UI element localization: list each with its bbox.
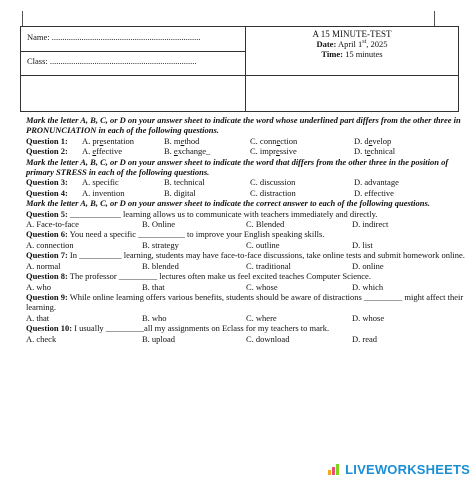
question-2 <box>26 146 466 156</box>
date-value: April 1st, 2025 <box>337 39 388 49</box>
header-divider-horizontal <box>21 75 458 76</box>
option-d[interactable]: D. advantage <box>354 177 399 188</box>
test-time <box>247 49 457 59</box>
option-a[interactable]: A. normal <box>26 260 61 271</box>
liveworksheets-logo <box>328 462 470 477</box>
question-label: Question 9: <box>26 291 68 302</box>
page-edge-mark-left <box>22 11 23 26</box>
pronunciation-instruction: Mark the letter A, B, C, or D on your answer sheet to indicate the word whose underlined part differs from the other three in PRONUNCIATION in each of the following questions. <box>26 115 461 136</box>
option-d[interactable]: D. technical <box>354 146 396 157</box>
option-d[interactable]: D. online <box>352 260 384 271</box>
option-a[interactable]: A. presentation <box>82 135 134 146</box>
question-6-options <box>26 240 466 250</box>
option-a[interactable]: A. Face-to-face <box>26 219 79 230</box>
question-5-stem <box>26 209 466 219</box>
class-field[interactable]: Class: ..................................................................... <box>27 56 197 66</box>
option-d[interactable]: D. read <box>352 333 378 344</box>
option-b[interactable]: B. digital <box>164 187 196 198</box>
question-label: Question 2: <box>26 146 68 157</box>
time-label: Time: <box>321 49 343 59</box>
correct-answer-instruction: Mark the letter A, B, C, or D on your answer sheet to indicate the correct answer to each of the following questions. <box>26 198 430 209</box>
option-a[interactable]: A. connection <box>26 239 74 250</box>
question-label: Question 8: <box>26 271 68 282</box>
question-6-stem <box>26 229 466 239</box>
page-edge-mark-right <box>434 11 435 26</box>
question-text: The professor _________ lectures often make us feel excited teaches Computer Science. <box>69 271 371 282</box>
option-b[interactable]: B. blended <box>142 260 179 271</box>
option-c[interactable]: C. traditional <box>246 260 291 271</box>
option-d[interactable]: D. which <box>352 281 384 292</box>
question-7-stem <box>26 250 466 260</box>
question-1 <box>26 136 466 146</box>
option-a[interactable]: A. check <box>26 333 57 344</box>
option-c[interactable]: C. outline <box>246 239 280 250</box>
question-3 <box>26 177 466 187</box>
question-9-stem <box>26 292 466 313</box>
option-a[interactable]: A. effective <box>82 146 122 157</box>
question-label: Question 4: <box>26 187 68 198</box>
header-table <box>20 26 459 112</box>
date-label: Date: <box>316 39 337 49</box>
question-10-stem <box>26 323 466 333</box>
stress-instruction: Mark the letter A, B, C, or D on your answer sheet to indicate the word that differs from the other three in the position of primary STRESS in each of the following questions. <box>26 156 449 178</box>
option-c[interactable]: C. impressive <box>250 146 297 157</box>
option-b[interactable]: B. upload <box>142 333 176 344</box>
question-8-options <box>26 282 466 292</box>
option-b[interactable]: B. that <box>142 281 165 292</box>
option-b[interactable]: B. technical <box>164 177 205 188</box>
option-c[interactable]: C. download <box>246 333 290 344</box>
option-c[interactable]: C. discussion <box>250 177 296 188</box>
bar-chart-icon <box>328 464 342 475</box>
question-label: Question 1: <box>26 135 68 146</box>
header-divider-name-class <box>21 51 245 52</box>
option-d[interactable]: D. whose <box>352 312 385 323</box>
option-b[interactable]: B. who <box>142 312 167 323</box>
option-d[interactable]: D. develop <box>354 135 392 146</box>
question-5-options <box>26 219 466 229</box>
option-b[interactable]: B. exchange_ <box>164 146 211 157</box>
test-title: A 15 MINUTE-TEST <box>312 29 392 39</box>
option-d[interactable]: D. indirect <box>352 219 389 230</box>
question-8-stem <box>26 271 466 281</box>
question-label: Question 6: <box>26 229 68 240</box>
time-value: 15 minutes <box>345 49 383 59</box>
worksheet-content <box>26 115 466 344</box>
header-divider-vertical <box>245 27 246 111</box>
option-c[interactable]: C. Blended <box>246 219 285 230</box>
option-d[interactable]: D. effective <box>354 187 394 198</box>
question-label: Question 3: <box>26 177 68 188</box>
question-4 <box>26 188 466 198</box>
question-10-options <box>26 334 466 344</box>
question-7-options <box>26 261 466 271</box>
question-text: You need a specific ___________ to improve your English speaking skills. <box>69 229 325 240</box>
question-text: While online learning offers various benefits, students should be aware of distractions _________ might affect their learning. <box>26 291 464 313</box>
brand-text: LIVEWORKSHEETS <box>345 462 470 477</box>
option-c[interactable]: C. connection <box>250 135 298 146</box>
question-9-options <box>26 313 466 323</box>
option-b[interactable]: B. strategy <box>142 239 179 250</box>
question-label: Question 10: <box>26 323 73 334</box>
question-label: Question 7: <box>26 250 68 261</box>
option-b[interactable]: B. Online <box>142 219 176 230</box>
option-a[interactable]: A. that <box>26 312 50 323</box>
option-a[interactable]: A. who <box>26 281 52 292</box>
question-text: ____________ learning allows us to communicate with teachers immediately and directly. <box>69 208 378 219</box>
question-text: In __________ learning, students may have face-to-face discussions, take online tests and submit homework online. <box>69 250 465 261</box>
question-text: I usually _________all my assignments on Eclass for my teachers to mark. <box>74 323 330 334</box>
option-c[interactable]: C. where <box>246 312 277 323</box>
option-a[interactable]: A. specific <box>82 177 119 188</box>
test-date <box>247 39 457 49</box>
test-info <box>247 29 457 59</box>
option-d[interactable]: D. list <box>352 239 373 250</box>
name-field[interactable]: Name: ...................................................................... <box>27 32 201 42</box>
option-c[interactable]: C. distraction <box>250 187 296 198</box>
question-label: Question 5: <box>26 208 68 219</box>
option-c[interactable]: C. whose <box>246 281 278 292</box>
option-b[interactable]: B. method <box>164 135 200 146</box>
option-a[interactable]: A. invention <box>82 187 125 198</box>
